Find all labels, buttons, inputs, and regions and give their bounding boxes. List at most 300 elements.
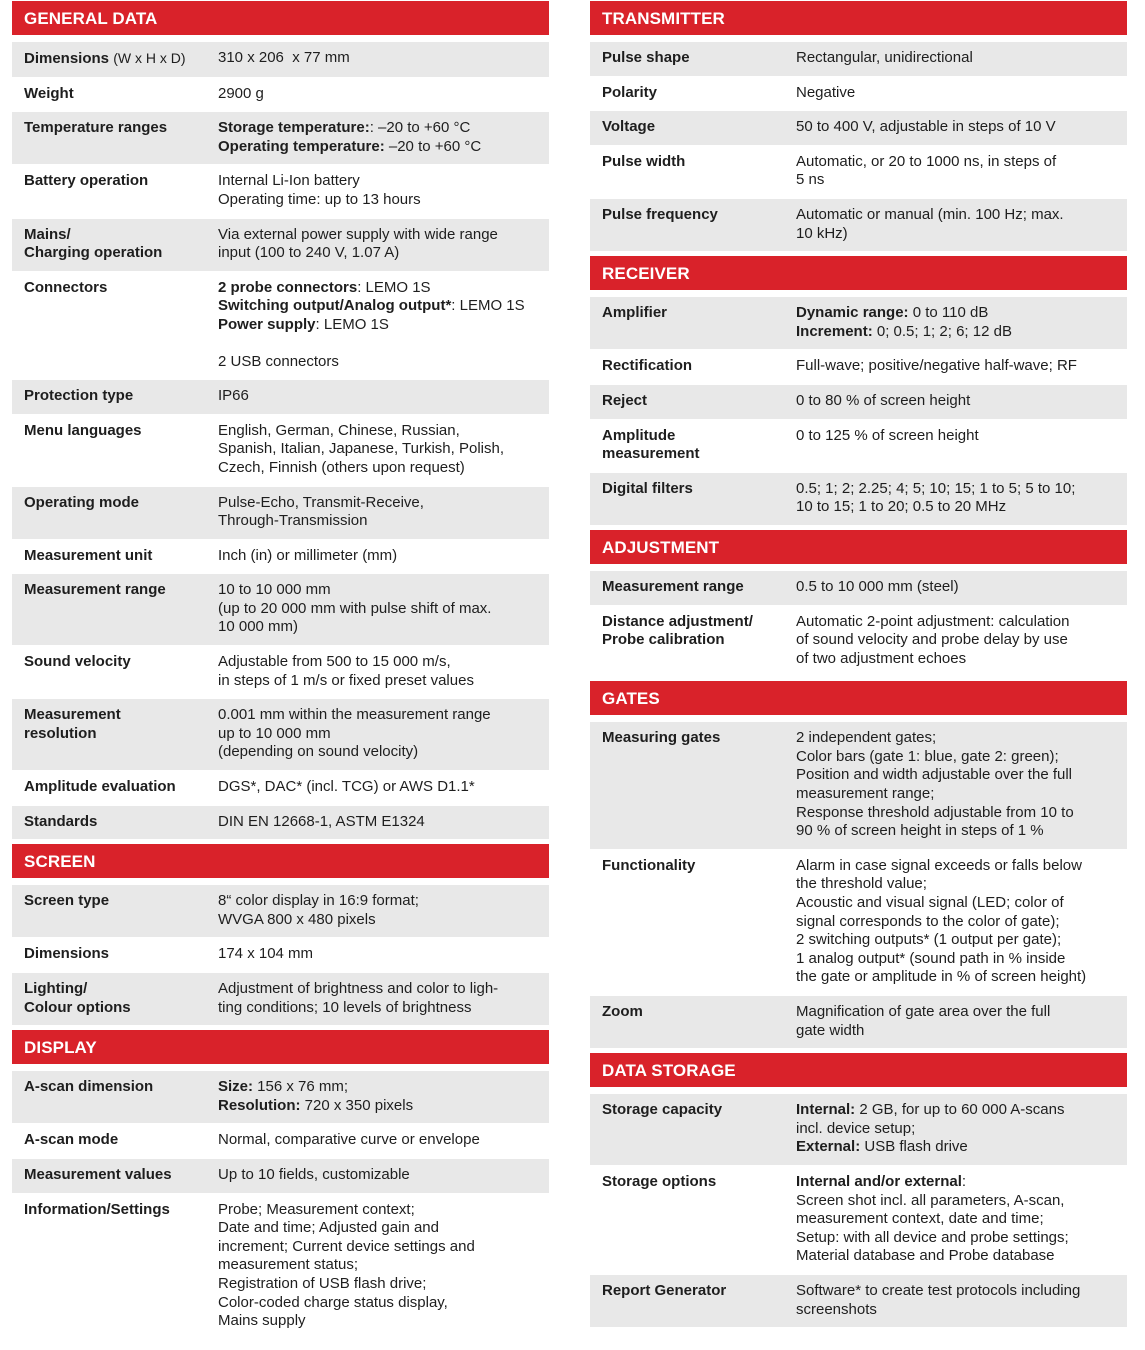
spec-value-line bbox=[218, 892, 543, 911]
spec-label-text: Weight bbox=[24, 84, 74, 102]
spec-value-line bbox=[796, 1282, 1121, 1301]
spec-value-bold: Operating temperature: bbox=[218, 137, 385, 155]
spec-value-line bbox=[218, 547, 543, 566]
spec-value-text: Automatic or manual (min. 100 Hz; max. bbox=[796, 205, 1064, 223]
spec-value bbox=[796, 1101, 1127, 1157]
spec-label bbox=[12, 547, 218, 566]
spec-value-text: Spanish, Italian, Japanese, Turkish, Polish, bbox=[218, 440, 504, 458]
spec-label-text: Dimensions bbox=[24, 945, 110, 963]
spec-value-text: of sound velocity and probe delay by use bbox=[796, 631, 1068, 649]
spec-value-text: 10 000 mm) bbox=[218, 618, 299, 636]
spec-value-text: 2 GB, for up to 60 000 A-scans bbox=[855, 1101, 1065, 1119]
spec-label bbox=[590, 1173, 796, 1266]
spec-value-text: 50 to 400 V, adjustable in steps of 10 V bbox=[796, 118, 1056, 136]
spec-label-text: Rectification bbox=[602, 357, 693, 375]
spec-value-line bbox=[218, 279, 543, 298]
section-title: SCREEN bbox=[12, 844, 549, 878]
spec-value-text: Via external power supply with wide range bbox=[218, 225, 498, 243]
spec-label bbox=[12, 945, 218, 964]
spec-value bbox=[218, 279, 549, 371]
spec-value bbox=[796, 480, 1127, 517]
spec-value-text: : LEMO 1S bbox=[451, 297, 525, 315]
spec-value-text: Adjustable from 500 to 15 000 m/s, bbox=[218, 653, 451, 671]
section-title: TRANSMITTER bbox=[590, 1, 1127, 35]
spec-value-text: the gate or amplitude in % of screen height) bbox=[796, 968, 1087, 986]
spec-value-line bbox=[218, 778, 543, 797]
spec-value-text: Setup: with all device and probe settings; bbox=[796, 1228, 1069, 1246]
spec-label-text: A-scan mode bbox=[24, 1131, 119, 1149]
spec-value-line bbox=[218, 1131, 543, 1150]
spec-label bbox=[590, 1101, 796, 1157]
spec-row bbox=[590, 571, 1127, 605]
spec-label bbox=[590, 729, 796, 841]
spec-value-line bbox=[218, 1219, 543, 1238]
spec-value-text: 720 x 350 pixels bbox=[300, 1096, 414, 1114]
spec-value-bold: Storage temperature: bbox=[218, 119, 370, 137]
spec-value bbox=[218, 547, 549, 566]
spec-label bbox=[12, 279, 218, 371]
spec-label-text: Storage capacity bbox=[602, 1101, 723, 1119]
spec-value-text: measurement status; bbox=[218, 1256, 359, 1274]
spec-label-text: Amplifier bbox=[602, 304, 668, 322]
spec-label bbox=[590, 427, 796, 464]
spec-value-text: 2900 g bbox=[218, 84, 264, 102]
spec-value-bold: Switching output/Analog output* bbox=[218, 297, 452, 315]
spec-value-text: 0 to 80 % of screen height bbox=[796, 391, 971, 409]
spec-row bbox=[12, 1124, 549, 1158]
spec-value-line bbox=[796, 480, 1121, 499]
spec-label bbox=[590, 857, 796, 987]
spec-value-line bbox=[796, 1101, 1121, 1120]
spec-value-line bbox=[218, 297, 543, 316]
spec-value-line bbox=[218, 813, 543, 832]
spec-value-text: Response threshold adjustable from 10 to bbox=[796, 803, 1074, 821]
spec-row bbox=[590, 350, 1127, 384]
spec-row bbox=[12, 885, 549, 937]
spec-label bbox=[12, 1201, 218, 1331]
spec-value-text: Automatic 2-point adjustment: calculation bbox=[796, 612, 1070, 630]
spec-value-line bbox=[218, 600, 543, 619]
spec-value-text: Inch (in) or millimeter (mm) bbox=[218, 546, 398, 564]
spec-value-text: DIN EN 12668-1, ASTM E1324 bbox=[218, 812, 425, 830]
spec-value-bold: Increment: bbox=[796, 322, 873, 340]
spec-value-text: measurement range; bbox=[796, 785, 935, 803]
spec-value-text: 174 x 104 mm bbox=[218, 945, 314, 963]
spec-row bbox=[590, 850, 1127, 995]
spec-label-text: Connectors bbox=[24, 278, 108, 296]
spec-value-line bbox=[796, 392, 1121, 411]
spec-row bbox=[12, 973, 549, 1025]
spec-value-line bbox=[796, 913, 1121, 932]
spec-value-text: screenshots bbox=[796, 1300, 877, 1318]
spec-value-line bbox=[796, 427, 1121, 446]
spec-value-line bbox=[796, 304, 1121, 323]
spec-row bbox=[12, 112, 549, 164]
spec-row bbox=[590, 199, 1127, 251]
spec-value-line bbox=[218, 581, 543, 600]
spec-label-text: A-scan dimension bbox=[24, 1078, 154, 1096]
spec-value-text: Normal, comparative curve or envelope bbox=[218, 1131, 480, 1149]
spec-row bbox=[590, 420, 1127, 472]
spec-value-text: 10 to 15; 1 to 20; 0.5 to 20 MHz bbox=[796, 498, 1007, 516]
spec-value-line bbox=[796, 1210, 1121, 1229]
spec-value-text: 90 % of screen height in steps of 1 % bbox=[796, 822, 1044, 840]
spec-value-line bbox=[796, 1120, 1121, 1139]
spec-value-line bbox=[218, 244, 543, 263]
spec-value-line bbox=[218, 1166, 543, 1185]
spec-value bbox=[218, 226, 549, 263]
spec-label bbox=[12, 778, 218, 797]
spec-value-text: 310 x 206 x 77 mm bbox=[218, 49, 350, 66]
spec-value-text: 0.001 mm within the measurement range bbox=[218, 706, 491, 724]
spec-label-text: Standards bbox=[24, 812, 98, 830]
spec-value bbox=[796, 392, 1127, 411]
spec-value-text: Pulse-Echo, Transmit-Receive, bbox=[218, 493, 424, 511]
spec-label bbox=[12, 226, 218, 263]
spec-label bbox=[590, 1282, 796, 1319]
spec-value-text: 2 switching outputs* (1 output per gate); bbox=[796, 931, 1062, 949]
spec-value-text: Czech, Finnish (others upon request) bbox=[218, 458, 465, 476]
section-display bbox=[12, 1026, 549, 1339]
spec-value bbox=[218, 706, 549, 762]
spec-row bbox=[590, 111, 1127, 145]
spec-value-line bbox=[796, 968, 1121, 987]
spec-value-line bbox=[218, 1275, 543, 1294]
spec-value bbox=[218, 653, 549, 690]
spec-value-line bbox=[796, 748, 1121, 767]
spec-value-line bbox=[796, 225, 1121, 244]
spec-label-text: Measuring gates bbox=[602, 729, 721, 747]
spec-label-text: Storage options bbox=[602, 1172, 717, 1190]
spec-value-bold: Power supply bbox=[218, 315, 316, 333]
spec-value bbox=[218, 119, 549, 156]
section-receiver bbox=[590, 252, 1127, 525]
section-title: RECEIVER bbox=[590, 256, 1127, 290]
spec-value-text: 0 to 125 % of screen height bbox=[796, 426, 979, 444]
spec-row bbox=[590, 1166, 1127, 1274]
spec-value-text: Internal Li-Ion battery bbox=[218, 172, 360, 190]
spec-label bbox=[12, 980, 218, 1017]
spec-label-text: Report Generator bbox=[602, 1281, 727, 1299]
spec-value-text: 0.5; 1; 2; 2.25; 4; 5; 10; 15; 1 to 5; 5 to 10; bbox=[796, 479, 1076, 497]
spec-value-line bbox=[218, 980, 543, 999]
section-title: ADJUSTMENT bbox=[590, 530, 1127, 564]
spec-value-text: in steps of 1 m/s or fixed preset values bbox=[218, 671, 474, 689]
spec-value-line bbox=[218, 999, 543, 1018]
spec-row bbox=[12, 699, 549, 770]
spec-value-line bbox=[218, 191, 543, 210]
spec-value-text: Screen shot incl. all parameters, A-scan, bbox=[796, 1191, 1065, 1209]
spec-value-text: : bbox=[961, 1172, 967, 1190]
spec-value bbox=[796, 49, 1127, 68]
spec-value-text: 0.5 to 10 000 mm (steel) bbox=[796, 577, 959, 595]
spec-value-text: ting conditions; 10 levels of brightness bbox=[218, 998, 472, 1016]
spec-label bbox=[12, 422, 218, 478]
spec-label-text: Reject bbox=[602, 391, 648, 409]
spec-value bbox=[796, 578, 1127, 597]
spec-label bbox=[12, 1131, 218, 1150]
spec-label-text: Menu languages bbox=[24, 421, 142, 439]
spec-value-bold: Size: bbox=[218, 1078, 254, 1096]
spec-value-line bbox=[218, 653, 543, 672]
spec-row bbox=[12, 938, 549, 972]
spec-value-text: incl. device setup; bbox=[796, 1119, 916, 1137]
spec-label-text: Measurement range bbox=[24, 581, 166, 599]
spec-value-text: 10 kHz) bbox=[796, 224, 848, 242]
spec-value-line bbox=[796, 153, 1121, 172]
spec-value-line bbox=[796, 171, 1121, 190]
spec-value bbox=[796, 613, 1127, 669]
spec-value bbox=[796, 118, 1127, 137]
spec-value-text: Magnification of gate area over the full bbox=[796, 1003, 1051, 1020]
spec-value-text: Probe; Measurement context; bbox=[218, 1200, 415, 1218]
spec-row bbox=[12, 806, 549, 840]
spec-row bbox=[590, 42, 1127, 76]
spec-value-text: Software* to create test protocols including bbox=[796, 1281, 1081, 1299]
spec-row bbox=[590, 606, 1127, 677]
spec-value-line bbox=[796, 1138, 1121, 1157]
spec-value-text: (depending on sound velocity) bbox=[218, 743, 419, 761]
spec-value-line bbox=[218, 945, 543, 964]
spec-value bbox=[218, 892, 549, 929]
spec-label-text: Amplitude measurement bbox=[602, 426, 700, 463]
spec-label-text: Pulse frequency bbox=[602, 205, 718, 223]
spec-value-line bbox=[218, 226, 543, 245]
spec-value-line bbox=[218, 1312, 543, 1331]
spec-value-line bbox=[218, 725, 543, 744]
spec-value-line bbox=[796, 1173, 1121, 1192]
section-data-storage bbox=[590, 1049, 1127, 1327]
spec-value-line bbox=[218, 1078, 543, 1097]
spec-label-text: Sound velocity bbox=[24, 653, 131, 671]
spec-value-line bbox=[796, 1003, 1121, 1022]
spec-value-text: increment; Current device settings and bbox=[218, 1237, 475, 1255]
spec-value-line bbox=[796, 1301, 1121, 1320]
spec-value-line bbox=[796, 613, 1121, 632]
spec-value bbox=[796, 357, 1127, 376]
spec-value-text: measurement context, date and time; bbox=[796, 1210, 1044, 1228]
spec-value-line bbox=[796, 766, 1121, 785]
spec-label bbox=[590, 613, 796, 669]
spec-value bbox=[218, 85, 549, 104]
spec-value-line bbox=[218, 459, 543, 478]
spec-value-bold: Internal and/or external bbox=[796, 1172, 962, 1190]
spec-value-text: Date and time; Adjusted gain and bbox=[218, 1219, 439, 1237]
section-transmitter bbox=[590, 1, 1127, 251]
spec-value-line bbox=[796, 1229, 1121, 1248]
spec-value-text: Full-wave; positive/negative half-wave; RF bbox=[796, 357, 1077, 375]
spec-label-text: Polarity bbox=[602, 83, 658, 101]
spec-label-text: Measurement range bbox=[602, 577, 744, 595]
spec-label bbox=[590, 206, 796, 243]
spec-value-text: signal corresponds to the color of gate); bbox=[796, 912, 1060, 930]
spec-value-line bbox=[218, 618, 543, 637]
spec-value-text: Rectangular, unidirectional bbox=[796, 49, 973, 66]
spec-value-line bbox=[218, 1201, 543, 1220]
section-screen bbox=[12, 840, 549, 1025]
spec-label bbox=[12, 172, 218, 209]
spec-value-line bbox=[796, 650, 1121, 669]
spec-value-text: Acoustic and visual signal (LED; color of bbox=[796, 894, 1064, 912]
spec-row bbox=[590, 473, 1127, 525]
spec-value-text: Automatic, or 20 to 1000 ns, in steps of bbox=[796, 152, 1057, 170]
spec-label bbox=[12, 581, 218, 637]
spec-value-text: 10 to 10 000 mm bbox=[218, 581, 331, 599]
spec-row bbox=[590, 297, 1127, 349]
spec-value bbox=[796, 1282, 1127, 1319]
spec-value-text: USB flash drive bbox=[860, 1138, 968, 1156]
spec-value bbox=[218, 1131, 549, 1150]
spec-value bbox=[796, 857, 1127, 987]
spec-label-text: Amplitude evaluation bbox=[24, 778, 176, 796]
spec-value-line bbox=[796, 875, 1121, 894]
spec-value bbox=[796, 1173, 1127, 1266]
spec-value-text: Material database and Probe database bbox=[796, 1247, 1055, 1265]
spec-label bbox=[12, 119, 218, 156]
spec-value-line bbox=[796, 206, 1121, 225]
spec-value-line bbox=[218, 49, 543, 68]
spec-label bbox=[590, 49, 796, 68]
spec-value-line bbox=[218, 85, 543, 104]
spec-value bbox=[218, 1201, 549, 1331]
spec-row bbox=[590, 385, 1127, 419]
spec-label-text: Pulse width bbox=[602, 152, 686, 170]
spec-value-line bbox=[796, 118, 1121, 137]
spec-value bbox=[796, 729, 1127, 841]
spec-label bbox=[590, 357, 796, 376]
spec-value bbox=[218, 494, 549, 531]
spec-label-text: Pulse shape bbox=[602, 49, 690, 66]
spec-value-text: Up to 10 fields, customizable bbox=[218, 1165, 410, 1183]
spec-value bbox=[218, 778, 549, 797]
spec-value-text: Alarm in case signal exceeds or falls below bbox=[796, 856, 1082, 874]
spec-value-text: Through-Transmission bbox=[218, 512, 368, 530]
spec-value-text: : LEMO 1S bbox=[357, 278, 431, 296]
spec-value-line bbox=[796, 894, 1121, 913]
spec-value-text: 0 to 110 dB bbox=[908, 304, 989, 322]
spec-label bbox=[590, 578, 796, 597]
spec-value bbox=[218, 422, 549, 478]
spec-value-line bbox=[218, 911, 543, 930]
spec-value bbox=[218, 581, 549, 637]
spec-label bbox=[590, 118, 796, 137]
spec-value-bold: 2 probe connectors bbox=[218, 278, 358, 296]
spec-value-text: 0; 0.5; 1; 2; 6; 12 dB bbox=[872, 322, 1012, 340]
spec-label bbox=[590, 153, 796, 190]
spec-label bbox=[12, 706, 218, 762]
spec-value-text: 1 analog output* (sound path in % inside bbox=[796, 949, 1066, 967]
spec-value-text: 5 ns bbox=[796, 171, 825, 189]
spec-row bbox=[12, 574, 549, 645]
spec-value-line bbox=[796, 785, 1121, 804]
spec-value-line bbox=[796, 931, 1121, 950]
spec-label-text: Lighting/ Colour options bbox=[24, 980, 131, 1016]
spec-value-line bbox=[796, 357, 1121, 376]
section-gates bbox=[590, 677, 1127, 1048]
section-title: DISPLAY bbox=[12, 1030, 549, 1064]
spec-row bbox=[12, 771, 549, 805]
spec-value-bold: Resolution: bbox=[218, 1096, 301, 1114]
spec-label-text: Temperature ranges bbox=[24, 119, 168, 137]
section-title: GENERAL DATA bbox=[12, 1, 549, 35]
spec-label bbox=[12, 85, 218, 104]
spec-value-line bbox=[218, 353, 543, 372]
spec-value-line bbox=[218, 138, 543, 157]
spec-label-text: Digital filters bbox=[602, 479, 693, 497]
spec-value-line bbox=[218, 316, 543, 335]
spec-row bbox=[12, 219, 549, 271]
spec-label bbox=[12, 653, 218, 690]
spec-value-text: of two adjustment echoes bbox=[796, 649, 967, 667]
spec-value bbox=[796, 206, 1127, 243]
spec-value bbox=[218, 387, 549, 406]
spec-value-text: input (100 to 240 V, 1.07 A) bbox=[218, 244, 400, 262]
spec-label bbox=[12, 1078, 218, 1115]
spec-value-text: Position and width adjustable over the full bbox=[796, 766, 1073, 784]
spec-value-text: Negative bbox=[796, 83, 856, 101]
right-column bbox=[590, 1, 1127, 1328]
spec-label-text: Distance adjustment/ Probe calibration bbox=[602, 612, 753, 649]
spec-value-line bbox=[796, 1192, 1121, 1211]
spec-label bbox=[12, 813, 218, 832]
spec-label-text: Measurement resolution bbox=[24, 706, 121, 742]
spec-value-line bbox=[796, 498, 1121, 517]
spec-row bbox=[12, 1159, 549, 1193]
spec-row bbox=[12, 540, 549, 574]
spec-row bbox=[12, 165, 549, 217]
spec-value bbox=[218, 945, 549, 964]
spec-value-line bbox=[218, 172, 543, 191]
spec-value-text: IP66 bbox=[218, 387, 249, 405]
spec-value-text: the threshold value; bbox=[796, 875, 927, 893]
spec-value-text: Mains supply bbox=[218, 1312, 306, 1330]
spec-value-text: Color bars (gate 1: blue, gate 2: green); bbox=[796, 747, 1059, 765]
spec-value-text: Operating time: up to 13 hours bbox=[218, 190, 421, 208]
spec-value-text: gate width bbox=[796, 1021, 865, 1039]
spec-row bbox=[590, 77, 1127, 111]
spec-value-line bbox=[796, 822, 1121, 841]
spec-label bbox=[590, 392, 796, 411]
spec-label-text: Screen type bbox=[24, 892, 110, 910]
spec-value-text: 2 independent gates; bbox=[796, 729, 937, 747]
spec-row bbox=[12, 42, 549, 77]
spec-value-text: –20 to +60 °C bbox=[384, 137, 482, 155]
spec-row bbox=[590, 146, 1127, 198]
spec-value-line bbox=[218, 1238, 543, 1257]
spec-value-text: : –20 to +60 °C bbox=[369, 119, 471, 137]
spec-value bbox=[218, 172, 549, 209]
spec-value-line bbox=[218, 494, 543, 513]
spec-label-text: Mains/ Charging operation bbox=[24, 225, 163, 262]
spec-value-line bbox=[218, 672, 543, 691]
spec-row bbox=[12, 1194, 549, 1339]
spec-value-text: Color-coded charge status display, bbox=[218, 1293, 448, 1311]
spec-value-line bbox=[218, 440, 543, 459]
spec-value-line bbox=[218, 1294, 543, 1313]
spec-value-text: WVGA 800 x 480 pixels bbox=[218, 910, 376, 928]
spec-value-line bbox=[796, 857, 1121, 876]
spec-value-line bbox=[796, 631, 1121, 650]
spec-value-line bbox=[218, 706, 543, 725]
spec-row bbox=[12, 646, 549, 698]
spec-value-line bbox=[218, 1097, 543, 1116]
spec-label-text: Dimensions bbox=[24, 50, 110, 67]
spec-row bbox=[590, 1094, 1127, 1165]
spec-label-text: Measurement values bbox=[24, 1165, 172, 1183]
spec-label bbox=[590, 1003, 796, 1040]
spec-value-line bbox=[796, 729, 1121, 748]
spec-value-line bbox=[218, 743, 543, 762]
